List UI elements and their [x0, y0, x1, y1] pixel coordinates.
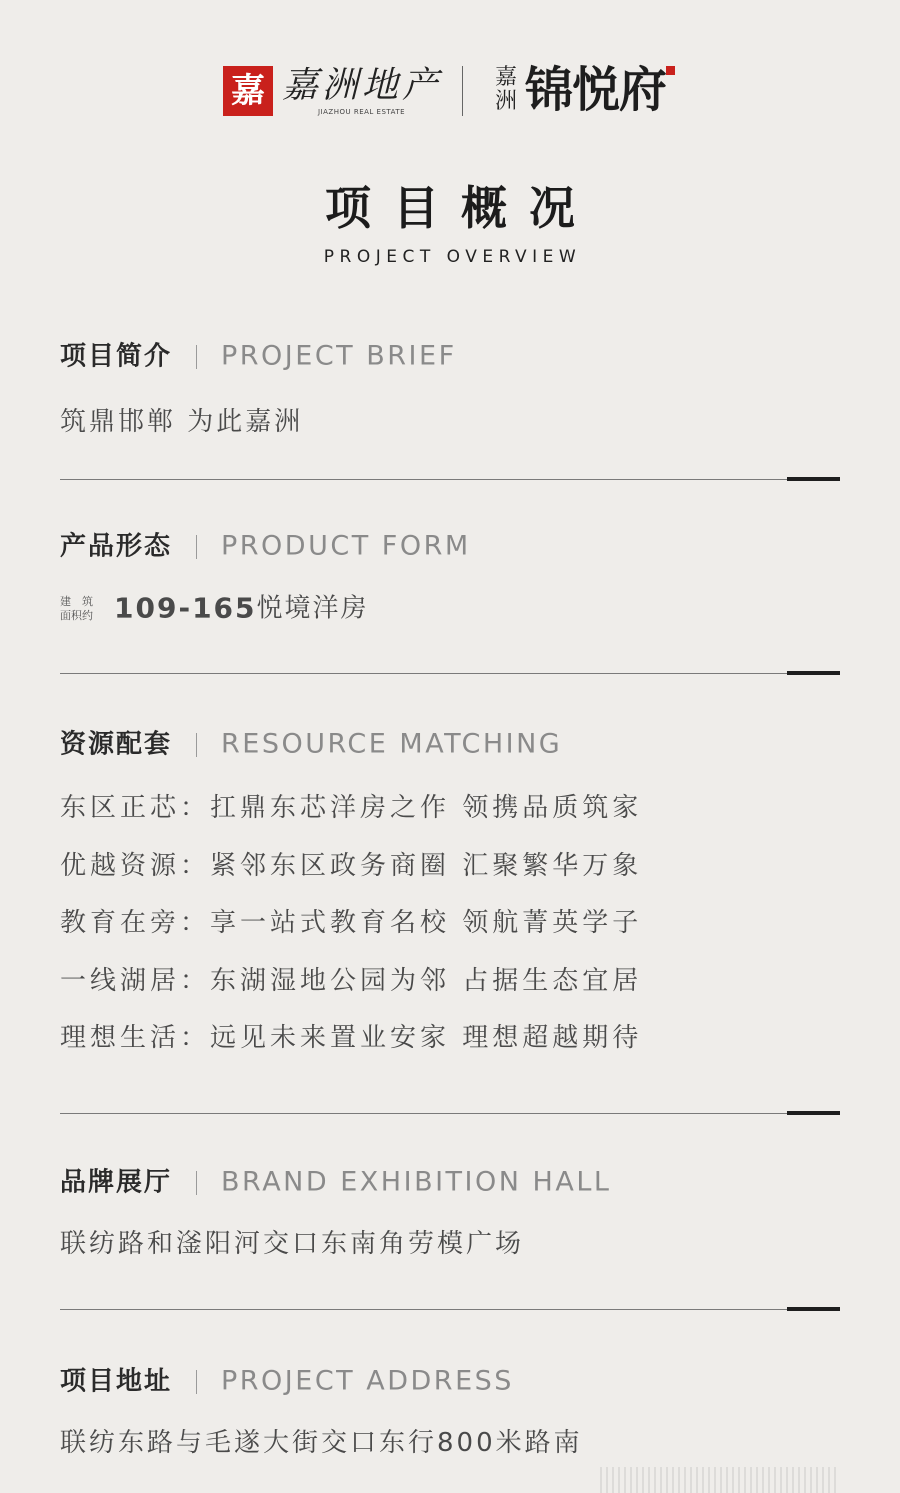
page-subtitle: PROJECT OVERVIEW: [323, 247, 582, 267]
heading-divider: [196, 733, 197, 757]
logo-row: [0, 60, 900, 124]
list-item: 理想生活：远见未来置业安家 理想超越期待: [60, 1023, 643, 1053]
section-title-cn: 产品形态: [60, 531, 173, 562]
page-title: 项目概况: [325, 181, 597, 235]
rule-accent: [787, 1111, 840, 1115]
section-title-cn: 品牌展厅: [60, 1167, 173, 1198]
section-rule: [60, 1113, 840, 1114]
list-item: 一线湖居：东湖湿地公园为邻 占据生态宜居: [60, 965, 643, 996]
section-title-cn: 项目简介: [60, 341, 173, 372]
area-tag-line1: 建 筑: [60, 594, 93, 608]
mini-seal-icon: [666, 66, 675, 75]
section-heading: [60, 528, 840, 564]
section-title-en: PROJECT ADDRESS: [221, 1365, 514, 1397]
decorative-ripple: [600, 1467, 840, 1493]
heading-divider: [196, 345, 197, 369]
section-resource-matching: [60, 726, 840, 1068]
section-body: 筑鼎邯郸 为此嘉洲: [60, 407, 304, 437]
section-body: 联纺路和滏阳河交口东南角劳模广场: [60, 1229, 525, 1259]
section-body: 联纺东路与毛遂大街交口东行800米路南: [60, 1428, 583, 1458]
list-item: 优越资源：紧邻东区政务商圈 汇聚繁华万象: [60, 850, 643, 881]
section-title-cn: 资源配套: [60, 729, 173, 760]
section-title-en: PROJECT BRIEF: [221, 340, 457, 372]
heading-divider: [196, 1370, 197, 1394]
product-area-line: [60, 588, 840, 629]
section-title-en: BRAND EXHIBITION HALL: [221, 1166, 612, 1198]
list-item: 教育在旁：享一站式教育名校 领航菁英学子: [60, 908, 643, 938]
section-brand-hall: [60, 1164, 840, 1264]
section-rule: [60, 673, 840, 674]
section-heading: [60, 1164, 840, 1200]
product-type: 悦境洋房: [256, 593, 369, 624]
section-project-brief: [60, 338, 840, 442]
rule-accent: [787, 671, 840, 675]
section-product-form: [60, 528, 840, 629]
section-title-en: RESOURCE MATCHING: [221, 728, 563, 760]
section-heading: [60, 338, 840, 374]
section-title-cn: 项目地址: [60, 1366, 173, 1397]
project-prefix: 嘉洲: [495, 65, 518, 114]
developer-name: 嘉洲地产: [282, 65, 443, 106]
section-project-address: [60, 1363, 840, 1463]
developer-seal-logo: 嘉: [223, 66, 273, 116]
project-name-logo: 锦悦府: [525, 62, 667, 118]
heading-divider: [196, 1171, 197, 1195]
rule-accent: [787, 477, 840, 481]
section-heading: [60, 726, 840, 762]
section-rule: [60, 1309, 840, 1310]
section-rule: [60, 479, 840, 480]
developer-name-en: JIAZHOU REAL ESTATE: [318, 108, 406, 116]
heading-divider: [196, 535, 197, 559]
area-tag-line2: 面积约: [60, 608, 93, 622]
section-heading: [60, 1363, 840, 1399]
logo-divider: [462, 66, 463, 116]
list-item: 东区正芯：扛鼎东芯洋房之作 领携品质筑家: [60, 793, 643, 823]
area-range: 109-165: [114, 591, 257, 625]
resource-list: [60, 780, 840, 1068]
area-tag: [60, 595, 106, 623]
section-title-en: PRODUCT FORM: [221, 530, 471, 562]
rule-accent: [787, 1307, 840, 1311]
